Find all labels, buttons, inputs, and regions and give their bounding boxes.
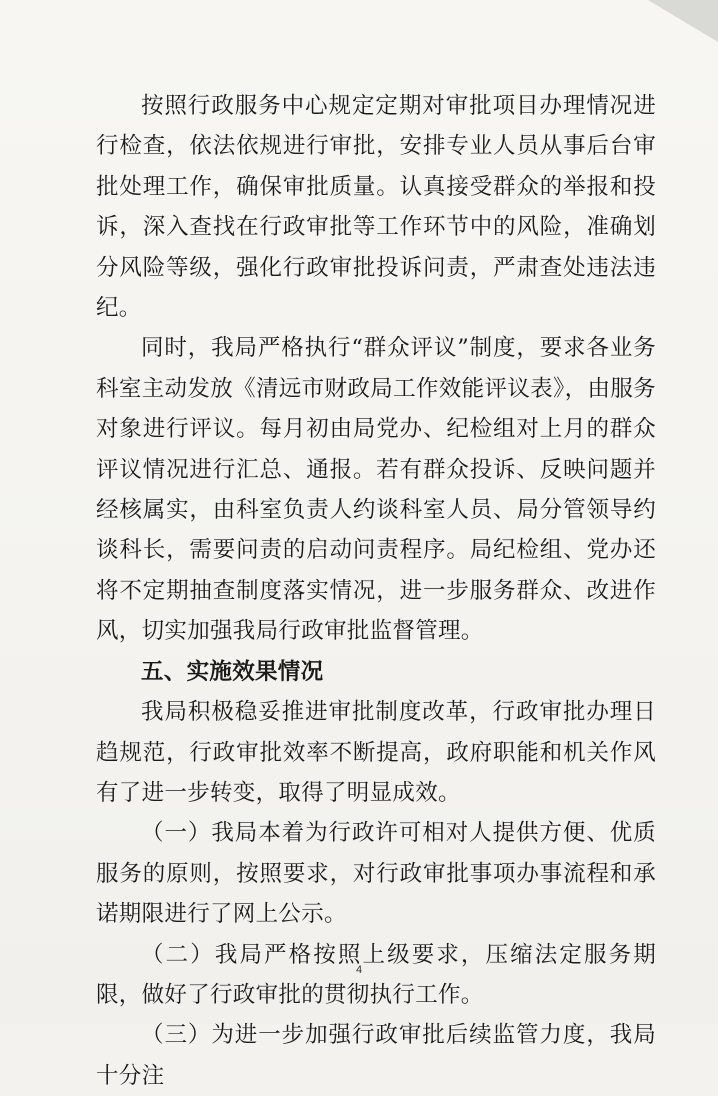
document-body [96, 86, 656, 1096]
paragraph-item-3: （三）为进一步加强行政审批后续监管力度，我局十分注 [96, 1022, 656, 1089]
paragraph-public-evaluation: 同时，我局严格执行“群众评议”制度，要求各业务科室主动发放《清远市财政局工作效能评议表》，由服务对象进行评议。每月初由局党办、纪检组对上月的群众评议情况进行汇总、通报。若有群众投诉、反映问题并经核属实，由科室负责人约谈科室人员、局分管领导约谈科长，需要问责的启动问责程序。局纪检组、党办还将不定期抽查制度落实情况，进一步服务群众、改进作风，切实加强我局行政审批监督管理。 [96, 335, 656, 645]
section-heading-implementation-results: 五、实施效果情况 [141, 658, 324, 685]
page-number: 4 [355, 964, 363, 976]
paragraph-reform-results: 我局积极稳妥推进审批制度改革，行政审批办理日趋规范，行政审批效率不断提高，政府职能和机关作风有了进一步转变，取得了明显成效。 [96, 699, 656, 806]
paragraph-item-1: （一）我局本着为行政许可相对人提供方便、优质服务的原则，按照要求，对行政审批事项办事流程和承诺期限进行了网上公示。 [96, 820, 656, 928]
paragraph-approval-inspection: 按照行政服务中心规定定期对审批项目办理情况进行检查，依法依规进行审批，安排专业人员从事后台审批处理工作，确保审批质量。认真接受群众的举报和投诉，深入查找在行政审批等工作环节中的风险，准确划分风险等级，强化行政审批投诉问责，严肃查处违法违纪。 [96, 93, 656, 322]
paragraph-item-2: （二）我局严格按照上级要求，压缩法定服务期限，做好了行政审批的贯彻执行工作。 [96, 941, 656, 1008]
page-corner-fold [648, 0, 718, 42]
